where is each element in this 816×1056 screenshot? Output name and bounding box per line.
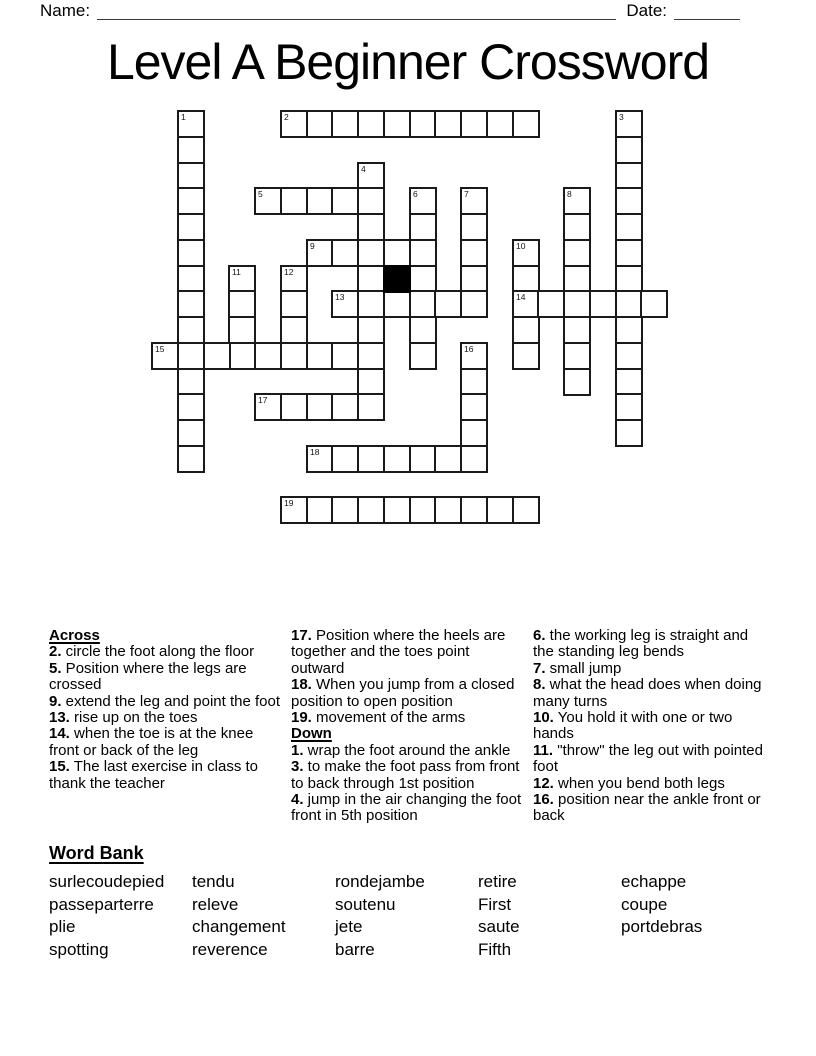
grid-cell[interactable]	[615, 419, 643, 447]
grid-cell[interactable]	[331, 239, 359, 267]
grid-cell[interactable]	[460, 265, 488, 293]
grid-cell[interactable]	[280, 187, 308, 215]
cell-number: 15	[155, 344, 165, 354]
name-input-line[interactable]	[97, 3, 616, 20]
grid-cell[interactable]	[460, 496, 488, 524]
cell-number: 1	[181, 112, 186, 122]
cell-number: 18	[310, 447, 320, 457]
clue-column	[49, 628, 291, 825]
word-bank-word: passeparterre	[49, 894, 154, 914]
grid-cell[interactable]	[177, 187, 205, 215]
grid-cell[interactable]	[357, 265, 385, 293]
grid-cell[interactable]	[228, 342, 256, 370]
clue-number: 14.	[49, 725, 70, 743]
grid-cell[interactable]	[563, 265, 591, 293]
grid-cell[interactable]	[331, 342, 359, 370]
grid-cell[interactable]	[460, 110, 488, 138]
cell-number: 10	[516, 241, 526, 251]
clue-number: 13.	[49, 709, 70, 727]
grid-cell[interactable]	[331, 110, 359, 138]
grid-cell[interactable]	[177, 213, 205, 241]
clue-item	[49, 644, 281, 660]
word-bank-list	[49, 871, 779, 962]
grid-cell[interactable]	[357, 316, 385, 344]
grid-cell[interactable]	[383, 110, 411, 138]
clue-number: 10.	[533, 709, 554, 727]
clue-item	[291, 677, 523, 710]
grid-cell[interactable]	[537, 290, 565, 318]
grid-cell[interactable]	[177, 239, 205, 267]
grid-cell[interactable]	[306, 239, 334, 267]
grid-cell[interactable]	[409, 445, 437, 473]
grid-cell[interactable]	[331, 187, 359, 215]
word-bank-word: changement	[192, 917, 286, 937]
word-bank-column	[478, 871, 621, 962]
grid-cell[interactable]	[306, 393, 334, 421]
grid-cell[interactable]	[280, 496, 308, 524]
clue-text: "throw" the leg out with pointed foot	[533, 741, 763, 776]
grid-cell[interactable]	[306, 496, 334, 524]
grid-cell[interactable]	[383, 445, 411, 473]
across-heading: Across	[49, 627, 100, 644]
grid-cell[interactable]	[460, 342, 488, 370]
word-bank-column	[49, 871, 192, 962]
word-bank-word: coupe	[621, 894, 668, 914]
clue-text: rise up on the toes	[69, 709, 198, 727]
grid-cell[interactable]	[177, 110, 205, 138]
word-bank-word: barre	[335, 940, 375, 960]
clue-text: Position where the legs are crossed	[49, 659, 247, 694]
clue-item	[49, 759, 281, 792]
grid-cell[interactable]	[434, 110, 462, 138]
grid-cell[interactable]	[409, 213, 437, 241]
grid-cell[interactable]	[563, 342, 591, 370]
clue-text: wrap the foot around the ankle	[303, 741, 511, 759]
word-bank-column	[192, 871, 335, 962]
crossword-grid	[151, 110, 673, 530]
cell-number: 16	[464, 344, 474, 354]
cell-number: 2	[284, 112, 289, 122]
grid-cell[interactable]	[280, 316, 308, 344]
grid-cell[interactable]	[280, 393, 308, 421]
grid-cell[interactable]	[434, 290, 462, 318]
grid-cell[interactable]	[357, 239, 385, 267]
cell-number: 11	[232, 267, 241, 277]
grid-cell[interactable]	[177, 419, 205, 447]
grid-cell[interactable]	[306, 445, 334, 473]
cell-number: 13	[335, 292, 345, 302]
grid-cell[interactable]	[615, 368, 643, 396]
clue-text: when the toe is at the knee front or back of the leg	[49, 725, 254, 759]
grid-cell[interactable]	[512, 265, 540, 293]
grid-cell[interactable]	[434, 496, 462, 524]
grid-cell[interactable]	[357, 290, 385, 318]
grid-cell[interactable]	[357, 445, 385, 473]
clue-number: 8.	[533, 676, 546, 694]
word-bank-word: portdebras	[621, 917, 703, 937]
cell-number: 5	[258, 189, 263, 199]
grid-cell[interactable]	[357, 393, 385, 421]
grid-cell[interactable]	[409, 265, 437, 293]
cell-number: 17	[258, 395, 268, 405]
grid-cell[interactable]	[512, 290, 540, 318]
grid-cell[interactable]	[177, 445, 205, 473]
grid-cell[interactable]	[177, 393, 205, 421]
grid-cell[interactable]	[357, 162, 385, 190]
grid-cell[interactable]	[280, 342, 308, 370]
cell-number: 7	[464, 189, 469, 199]
clue-column	[291, 628, 533, 825]
grid-cell[interactable]	[306, 342, 334, 370]
page-title: Level A Beginner Crossword	[106, 34, 710, 90]
word-bank-word: retire	[478, 872, 517, 891]
word-bank-word: rondejambe	[335, 872, 425, 891]
grid-cell[interactable]	[254, 393, 282, 421]
grid-cell[interactable]	[383, 239, 411, 267]
grid-cell[interactable]	[331, 445, 359, 473]
clue-number: 17.	[291, 627, 312, 644]
grid-cell[interactable]	[177, 290, 205, 318]
clue-item	[49, 710, 281, 726]
name-label: Name:	[40, 1, 91, 20]
grid-cell[interactable]	[357, 110, 385, 138]
grid-cell[interactable]	[306, 187, 334, 215]
grid-cell[interactable]	[615, 187, 643, 215]
clue-number: 2.	[49, 643, 62, 661]
grid-cell[interactable]	[589, 290, 617, 318]
clue-number: 18.	[291, 676, 312, 694]
grid-cell[interactable]	[486, 110, 514, 138]
grid-cell[interactable]	[460, 290, 488, 318]
down-heading: Down	[291, 725, 332, 743]
clue-column	[533, 628, 775, 825]
word-bank-word: jete	[335, 917, 363, 937]
grid-cell[interactable]	[177, 162, 205, 190]
grid-cell[interactable]	[615, 239, 643, 267]
clue-text: movement of the arms	[311, 709, 466, 727]
black-cell	[383, 265, 411, 293]
grid-cell[interactable]	[434, 445, 462, 473]
grid-cell[interactable]	[331, 496, 359, 524]
clue-item	[291, 759, 523, 792]
grid-cell[interactable]	[409, 496, 437, 524]
grid-cell[interactable]	[512, 316, 540, 344]
clue-text: Position where the heels are together and the toes point outward	[291, 627, 506, 677]
grid-cell[interactable]	[383, 496, 411, 524]
grid-cell[interactable]	[563, 368, 591, 396]
cell-number: 9	[310, 241, 315, 251]
grid-cell[interactable]	[254, 187, 282, 215]
word-bank-column	[335, 871, 478, 962]
clue-number: 16.	[533, 791, 554, 809]
grid-cell[interactable]	[563, 290, 591, 318]
clue-number: 11.	[533, 741, 554, 759]
grid-cell[interactable]	[409, 290, 437, 318]
clue-item	[49, 661, 281, 694]
grid-cell[interactable]	[615, 316, 643, 344]
date-label: Date:	[626, 1, 667, 20]
grid-cell[interactable]	[615, 265, 643, 293]
grid-cell[interactable]	[615, 393, 643, 421]
grid-cell[interactable]	[177, 368, 205, 396]
clue-number: 5.	[49, 659, 62, 677]
clue-text: to make the foot pass from front to back through 1st position	[291, 758, 520, 792]
clue-text: jump in the air changing the foot front in 5th position	[291, 791, 522, 825]
clue-text: extend the leg and point the foot	[61, 692, 281, 710]
grid-cell[interactable]	[460, 445, 488, 473]
clue-number: 19.	[291, 709, 312, 727]
grid-cell[interactable]	[357, 342, 385, 370]
clue-text: what the head does when doing many turns	[533, 676, 762, 710]
grid-cell[interactable]	[512, 110, 540, 138]
grid-cell[interactable]	[228, 290, 256, 318]
grid-cell[interactable]	[615, 342, 643, 370]
clue-text: The last exercise in class to thank the teacher	[49, 758, 258, 792]
grid-cell[interactable]	[409, 316, 437, 344]
grid-cell[interactable]	[203, 342, 231, 370]
word-bank-word: plie	[49, 917, 76, 937]
word-bank-word: First	[478, 894, 512, 914]
clue-item	[291, 792, 523, 825]
clue-item	[291, 743, 523, 759]
grid-cell[interactable]	[409, 110, 437, 138]
word-bank-word: reverence	[192, 940, 268, 960]
grid-cell[interactable]	[486, 496, 514, 524]
grid-cell[interactable]	[357, 496, 385, 524]
cell-number: 14	[516, 292, 526, 302]
grid-cell[interactable]	[228, 265, 256, 293]
clue-item	[291, 710, 523, 726]
clue-number: 6.	[533, 627, 546, 644]
grid-cell[interactable]	[151, 342, 179, 370]
word-bank-column	[621, 871, 702, 962]
clue-text: the working leg is straight and the standing leg bends	[533, 627, 749, 661]
grid-cell[interactable]	[460, 393, 488, 421]
grid-cell[interactable]	[280, 290, 308, 318]
clue-item	[533, 792, 765, 825]
grid-cell[interactable]	[409, 239, 437, 267]
grid-cell[interactable]	[512, 342, 540, 370]
grid-cell[interactable]	[409, 187, 437, 215]
clue-text: small jump	[545, 659, 622, 677]
clue-text: when you bend both legs	[553, 774, 725, 792]
grid-cell[interactable]	[460, 213, 488, 241]
grid-cell[interactable]	[331, 290, 359, 318]
grid-cell[interactable]	[460, 239, 488, 267]
clue-text: When you jump from a closed position to open position	[291, 676, 515, 710]
grid-cell[interactable]	[177, 316, 205, 344]
grid-cell[interactable]	[512, 239, 540, 267]
word-bank-section	[49, 843, 779, 962]
word-bank-heading: Word Bank	[49, 843, 144, 863]
word-bank-word: spotting	[49, 940, 109, 960]
grid-cell[interactable]	[615, 110, 643, 138]
word-bank-word: echappe	[621, 872, 687, 891]
clue-item	[533, 628, 765, 661]
clue-number: 3.	[291, 758, 304, 776]
clue-text: You hold it with one or two hands	[533, 709, 733, 743]
clue-number: 1.	[291, 741, 304, 759]
grid-cell[interactable]	[563, 187, 591, 215]
clue-text: position near the ankle front or back	[533, 791, 761, 825]
grid-cell[interactable]	[615, 136, 643, 164]
clue-item	[533, 776, 765, 792]
grid-cell[interactable]	[280, 110, 308, 138]
word-bank-word: releve	[192, 894, 239, 914]
grid-cell[interactable]	[460, 419, 488, 447]
clue-item	[533, 661, 765, 677]
cell-number: 4	[361, 164, 366, 174]
grid-cell[interactable]	[357, 187, 385, 215]
word-bank-word: saute	[478, 917, 520, 937]
cell-number: 3	[619, 112, 624, 122]
grid-cell[interactable]	[357, 213, 385, 241]
cell-number: 6	[413, 189, 418, 199]
grid-cell[interactable]	[177, 136, 205, 164]
cell-number: 12	[284, 267, 294, 277]
grid-cell[interactable]	[563, 316, 591, 344]
word-bank-word: soutenu	[335, 894, 396, 914]
name-date-header	[40, 1, 740, 20]
clue-number: 7.	[533, 659, 546, 677]
grid-cell[interactable]	[383, 290, 411, 318]
grid-cell[interactable]	[563, 239, 591, 267]
grid-cell[interactable]	[331, 393, 359, 421]
clue-item	[49, 694, 281, 710]
clue-item	[291, 628, 523, 677]
cell-number: 8	[567, 189, 572, 199]
grid-cell[interactable]	[280, 265, 308, 293]
word-bank-word: tendu	[192, 872, 235, 891]
clue-number: 9.	[49, 692, 62, 710]
clue-item	[533, 677, 765, 710]
grid-cell[interactable]	[254, 342, 282, 370]
word-bank-word: surlecoudepied	[49, 872, 165, 891]
grid-cell[interactable]	[228, 316, 256, 344]
clues-section	[49, 628, 779, 825]
grid-cell[interactable]	[177, 342, 205, 370]
grid-cell[interactable]	[615, 162, 643, 190]
grid-cell[interactable]	[615, 213, 643, 241]
grid-cell[interactable]	[177, 265, 205, 293]
grid-cell[interactable]	[460, 187, 488, 215]
grid-cell[interactable]	[563, 213, 591, 241]
grid-cell[interactable]	[512, 496, 540, 524]
clue-number: 15.	[49, 758, 70, 776]
grid-cell[interactable]	[615, 290, 643, 318]
grid-cell[interactable]	[306, 110, 334, 138]
clue-number: 12.	[533, 774, 554, 792]
grid-cell[interactable]	[460, 368, 488, 396]
grid-cell[interactable]	[409, 342, 437, 370]
grid-cell[interactable]	[357, 368, 385, 396]
clue-item	[533, 710, 765, 743]
date-input-line[interactable]	[674, 3, 740, 20]
clue-text: circle the foot along the floor	[61, 643, 255, 661]
clue-item	[533, 743, 765, 776]
clue-number: 4.	[291, 791, 304, 809]
word-bank-word: Fifth	[478, 940, 512, 960]
grid-cell[interactable]	[640, 290, 668, 318]
clue-item	[49, 726, 281, 759]
cell-number: 19	[284, 498, 294, 508]
